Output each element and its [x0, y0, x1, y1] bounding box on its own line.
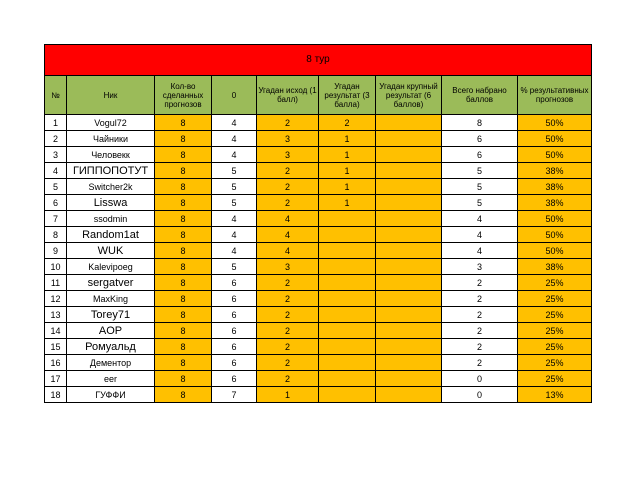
row-total-points: 0: [442, 371, 518, 387]
row-number: 9: [45, 243, 67, 259]
row-percent-successful: 38%: [518, 259, 592, 275]
row-zero: 5: [212, 179, 257, 195]
row-outcome-guessed: 2: [257, 371, 319, 387]
row-number: 17: [45, 371, 67, 387]
table-row: [45, 227, 592, 243]
row-result-guessed: [319, 323, 376, 339]
row-total-points: 8: [442, 115, 518, 131]
row-result-guessed: 1: [319, 147, 376, 163]
row-percent-successful: 25%: [518, 371, 592, 387]
row-number: 15: [45, 339, 67, 355]
row-number: 13: [45, 307, 67, 323]
row-nick: Switcher2k: [67, 179, 155, 195]
row-number: 12: [45, 291, 67, 307]
row-result-guessed: [319, 259, 376, 275]
row-big-result-guessed: [376, 307, 442, 323]
row-big-result-guessed: [376, 387, 442, 403]
row-result-guessed: [319, 291, 376, 307]
header-nick: Ник: [67, 76, 155, 115]
table-row: [45, 115, 592, 131]
row-percent-successful: 50%: [518, 147, 592, 163]
table-row: [45, 195, 592, 211]
row-zero: 6: [212, 355, 257, 371]
row-result-guessed: 1: [319, 163, 376, 179]
row-nick: sergatver: [67, 275, 155, 291]
row-predictions-made: 8: [155, 259, 212, 275]
header-row: [45, 76, 592, 115]
row-big-result-guessed: [376, 147, 442, 163]
header-number: №: [45, 76, 67, 115]
row-nick: Random1at: [67, 227, 155, 243]
row-zero: 6: [212, 291, 257, 307]
row-number: 1: [45, 115, 67, 131]
row-percent-successful: 38%: [518, 195, 592, 211]
row-big-result-guessed: [376, 323, 442, 339]
row-zero: 5: [212, 163, 257, 179]
row-total-points: 3: [442, 259, 518, 275]
row-nick: Человекк: [67, 147, 155, 163]
row-number: 11: [45, 275, 67, 291]
table-row: [45, 339, 592, 355]
row-result-guessed: 1: [319, 195, 376, 211]
row-percent-successful: 25%: [518, 339, 592, 355]
row-result-guessed: [319, 211, 376, 227]
row-nick: Ромуальд: [67, 339, 155, 355]
table-row: [45, 307, 592, 323]
table-row: [45, 179, 592, 195]
row-zero: 5: [212, 259, 257, 275]
row-predictions-made: 8: [155, 131, 212, 147]
row-big-result-guessed: [376, 259, 442, 275]
row-outcome-guessed: 4: [257, 243, 319, 259]
row-percent-successful: 50%: [518, 211, 592, 227]
row-outcome-guessed: 4: [257, 227, 319, 243]
row-total-points: 5: [442, 195, 518, 211]
row-percent-successful: 38%: [518, 163, 592, 179]
row-big-result-guessed: [376, 179, 442, 195]
row-outcome-guessed: 2: [257, 339, 319, 355]
row-number: 18: [45, 387, 67, 403]
row-predictions-made: 8: [155, 275, 212, 291]
row-total-points: 4: [442, 211, 518, 227]
row-nick: ssodmin: [67, 211, 155, 227]
row-nick: Дементор: [67, 355, 155, 371]
row-percent-successful: 50%: [518, 227, 592, 243]
row-outcome-guessed: 3: [257, 147, 319, 163]
table-row: [45, 211, 592, 227]
row-total-points: 4: [442, 243, 518, 259]
row-total-points: 6: [442, 131, 518, 147]
row-zero: 4: [212, 211, 257, 227]
row-nick: AOP: [67, 323, 155, 339]
table-row: [45, 131, 592, 147]
row-zero: 6: [212, 371, 257, 387]
row-big-result-guessed: [376, 339, 442, 355]
row-big-result-guessed: [376, 275, 442, 291]
row-zero: 4: [212, 147, 257, 163]
row-result-guessed: [319, 371, 376, 387]
row-zero: 4: [212, 243, 257, 259]
row-number: 3: [45, 147, 67, 163]
row-predictions-made: 8: [155, 355, 212, 371]
table-row: [45, 291, 592, 307]
row-result-guessed: 2: [319, 115, 376, 131]
row-big-result-guessed: [376, 163, 442, 179]
table-row: [45, 371, 592, 387]
table-row: [45, 163, 592, 179]
row-big-result-guessed: [376, 355, 442, 371]
row-percent-successful: 50%: [518, 243, 592, 259]
row-predictions-made: 8: [155, 227, 212, 243]
row-percent-successful: 25%: [518, 275, 592, 291]
row-big-result-guessed: [376, 195, 442, 211]
row-number: 8: [45, 227, 67, 243]
header-big-result-guessed: Угадан крупный результат (6 баллов): [376, 76, 442, 115]
row-percent-successful: 25%: [518, 323, 592, 339]
row-big-result-guessed: [376, 243, 442, 259]
row-percent-successful: 25%: [518, 355, 592, 371]
row-big-result-guessed: [376, 227, 442, 243]
row-number: 16: [45, 355, 67, 371]
row-outcome-guessed: 2: [257, 163, 319, 179]
table-row: [45, 355, 592, 371]
row-predictions-made: 8: [155, 323, 212, 339]
row-outcome-guessed: 2: [257, 307, 319, 323]
row-zero: 7: [212, 387, 257, 403]
header-predictions-made: Кол-во сделанных прогнозов: [155, 76, 212, 115]
row-total-points: 2: [442, 275, 518, 291]
row-result-guessed: [319, 243, 376, 259]
row-result-guessed: [319, 227, 376, 243]
table-row: [45, 243, 592, 259]
row-predictions-made: 8: [155, 115, 212, 131]
row-result-guessed: [319, 339, 376, 355]
row-predictions-made: 8: [155, 211, 212, 227]
row-predictions-made: 8: [155, 387, 212, 403]
row-nick: Torey71: [67, 307, 155, 323]
row-percent-successful: 13%: [518, 387, 592, 403]
row-outcome-guessed: 4: [257, 211, 319, 227]
row-total-points: 5: [442, 163, 518, 179]
table-row: [45, 323, 592, 339]
row-number: 10: [45, 259, 67, 275]
row-number: 4: [45, 163, 67, 179]
row-outcome-guessed: 2: [257, 179, 319, 195]
row-total-points: 4: [442, 227, 518, 243]
table-row: [45, 259, 592, 275]
row-nick: ГУФФИ: [67, 387, 155, 403]
header-zero: 0: [212, 76, 257, 115]
row-nick: Чайники: [67, 131, 155, 147]
row-outcome-guessed: 2: [257, 195, 319, 211]
row-nick: Kalevipoeg: [67, 259, 155, 275]
table-row: [45, 275, 592, 291]
row-number: 7: [45, 211, 67, 227]
row-percent-successful: 38%: [518, 179, 592, 195]
row-big-result-guessed: [376, 211, 442, 227]
header-result-guessed: Угадан результат (3 балла): [319, 76, 376, 115]
row-zero: 4: [212, 115, 257, 131]
row-result-guessed: [319, 387, 376, 403]
row-nick: WUK: [67, 243, 155, 259]
row-total-points: 6: [442, 147, 518, 163]
row-percent-successful: 25%: [518, 291, 592, 307]
row-predictions-made: 8: [155, 163, 212, 179]
row-total-points: 5: [442, 179, 518, 195]
row-nick: eer: [67, 371, 155, 387]
row-nick: Vogul72: [67, 115, 155, 131]
row-zero: 6: [212, 307, 257, 323]
row-zero: 4: [212, 131, 257, 147]
row-nick: MaxKing: [67, 291, 155, 307]
row-number: 6: [45, 195, 67, 211]
row-predictions-made: 8: [155, 195, 212, 211]
row-big-result-guessed: [376, 131, 442, 147]
row-outcome-guessed: 3: [257, 259, 319, 275]
row-predictions-made: 8: [155, 147, 212, 163]
row-outcome-guessed: 2: [257, 291, 319, 307]
row-total-points: 2: [442, 323, 518, 339]
row-big-result-guessed: [376, 371, 442, 387]
row-outcome-guessed: 1: [257, 387, 319, 403]
row-percent-successful: 25%: [518, 307, 592, 323]
row-predictions-made: 8: [155, 179, 212, 195]
row-predictions-made: 8: [155, 307, 212, 323]
row-zero: 6: [212, 275, 257, 291]
row-total-points: 0: [442, 387, 518, 403]
row-number: 2: [45, 131, 67, 147]
row-result-guessed: 1: [319, 179, 376, 195]
row-percent-successful: 50%: [518, 131, 592, 147]
row-number: 14: [45, 323, 67, 339]
row-result-guessed: 1: [319, 131, 376, 147]
row-zero: 4: [212, 227, 257, 243]
row-total-points: 2: [442, 291, 518, 307]
row-predictions-made: 8: [155, 291, 212, 307]
row-outcome-guessed: 3: [257, 131, 319, 147]
row-outcome-guessed: 2: [257, 323, 319, 339]
row-percent-successful: 50%: [518, 115, 592, 131]
row-big-result-guessed: [376, 291, 442, 307]
row-nick: Lisswa: [67, 195, 155, 211]
row-predictions-made: 8: [155, 243, 212, 259]
row-outcome-guessed: 2: [257, 355, 319, 371]
row-outcome-guessed: 2: [257, 115, 319, 131]
row-zero: 6: [212, 323, 257, 339]
row-result-guessed: [319, 355, 376, 371]
row-total-points: 2: [442, 307, 518, 323]
row-big-result-guessed: [376, 115, 442, 131]
standings-table: [44, 44, 592, 403]
row-result-guessed: [319, 307, 376, 323]
row-zero: 6: [212, 339, 257, 355]
row-result-guessed: [319, 275, 376, 291]
row-total-points: 2: [442, 355, 518, 371]
table-row: [45, 147, 592, 163]
title-row: [45, 45, 592, 76]
row-total-points: 2: [442, 339, 518, 355]
row-zero: 5: [212, 195, 257, 211]
row-number: 5: [45, 179, 67, 195]
table-row: [45, 387, 592, 403]
header-percent-successful: % результативных прогнозов: [518, 76, 592, 115]
row-nick: ГИППОПОТУТ: [67, 163, 155, 179]
header-total-points: Всего набрано баллов: [442, 76, 518, 115]
round-title: 8 тур: [45, 45, 592, 76]
row-predictions-made: 8: [155, 339, 212, 355]
row-outcome-guessed: 2: [257, 275, 319, 291]
header-outcome-guessed: Угадан исход (1 балл): [257, 76, 319, 115]
row-predictions-made: 8: [155, 371, 212, 387]
